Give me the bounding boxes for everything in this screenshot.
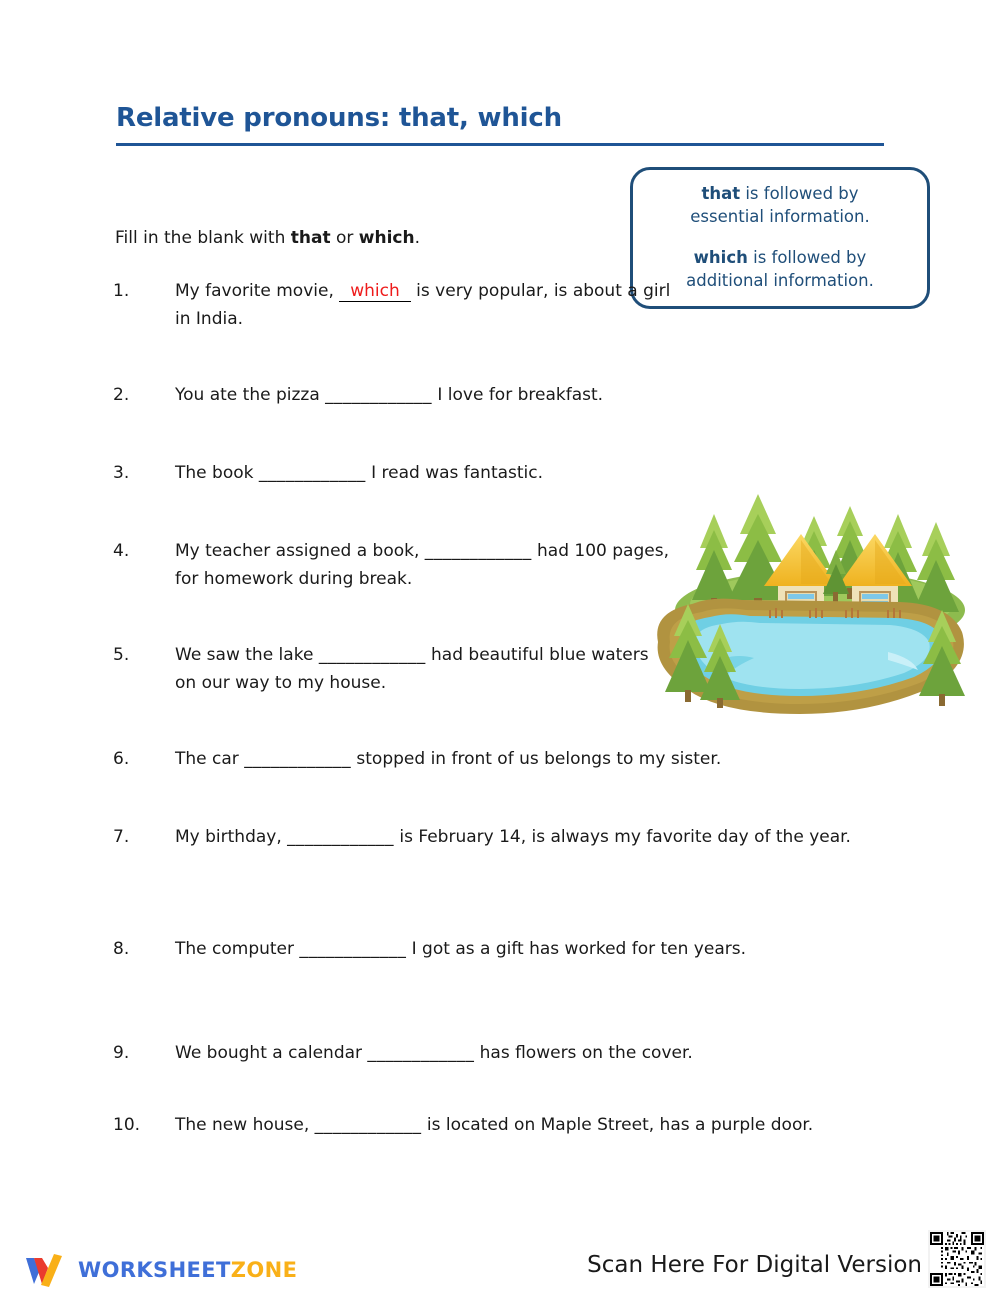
page-title: Relative pronouns: that, which: [116, 103, 562, 133]
question-number: 4.: [113, 541, 130, 561]
question-text-after: is February 14, is always my favorite day of the year.: [393, 827, 851, 847]
answer-blank[interactable]: ____________: [244, 749, 351, 769]
logo-text-worksheet: WORKSHEET: [78, 1258, 231, 1282]
question-number: 7.: [113, 827, 130, 847]
question-text-before: The new house,: [175, 1115, 315, 1135]
question-text: [175, 746, 913, 774]
question-number: 10.: [113, 1115, 141, 1135]
question-row: [113, 746, 913, 774]
worksheet-zone-logo-mark: [22, 1250, 68, 1290]
instruction-middle: or: [330, 228, 359, 248]
answer-blank[interactable]: ____________: [318, 645, 426, 665]
question-text-before: My favorite movie,: [175, 281, 340, 301]
title-divider: [116, 143, 884, 146]
instruction-suffix: .: [414, 228, 421, 248]
question-text-before: The computer: [175, 939, 300, 959]
question-row: [113, 1112, 893, 1140]
answer-text: which: [350, 281, 400, 301]
question-text: [175, 382, 913, 410]
question-text: [175, 1112, 893, 1140]
lake-illustration: [650, 492, 972, 718]
question-text: [175, 278, 673, 333]
question-row: [113, 936, 913, 964]
question-number: 8.: [113, 939, 130, 959]
info-rule-that-text: is followed by: [740, 184, 859, 204]
info-rule-that: [680, 183, 879, 229]
question-text-after: I read was fantastic.: [365, 463, 544, 483]
qr-code[interactable]: [928, 1230, 986, 1288]
question-text-after: is very popular, is about a girl in India.: [175, 281, 671, 329]
question-text: [175, 460, 913, 488]
question-text-after: I love for breakfast.: [431, 385, 604, 405]
info-rule-which-text2: additional information.: [686, 270, 874, 290]
question-text-after: had beautiful blue waters on our way to my house.: [175, 645, 649, 693]
info-rule-that-text2: essential information.: [690, 207, 870, 227]
info-rule-which-text: is followed by: [747, 248, 867, 267]
question-row: [113, 824, 913, 852]
question-text-before: The book: [175, 463, 259, 483]
question-list: [113, 278, 913, 1178]
question-number: 5.: [113, 645, 130, 665]
question-number: 6.: [113, 749, 130, 769]
answer-blank[interactable]: ____________: [314, 1115, 422, 1135]
question-row: [113, 382, 913, 410]
answer-blank[interactable]: ____________: [287, 827, 394, 847]
question-text: [175, 642, 673, 697]
question-text-before: You ate the pizza: [175, 385, 326, 405]
question-text-before: We bought a calendar: [175, 1043, 368, 1063]
question-text: [175, 824, 913, 852]
worksheet-zone-logo[interactable]: [22, 1249, 297, 1291]
question-text-after: has flowers on the cover.: [474, 1043, 693, 1063]
question-row: [113, 1040, 913, 1068]
question-row: [113, 278, 673, 333]
question-text-after: had 100 pages, for homework during break.: [175, 541, 669, 589]
question-text-before: My teacher assigned a book,: [175, 541, 425, 561]
question-text: [175, 936, 913, 964]
info-keyword-that: that: [701, 184, 741, 204]
logo-text-zone: ZONE: [230, 1258, 298, 1282]
answer-blank[interactable]: ____________: [424, 541, 532, 561]
worksheet-zone-logo-text: [78, 1258, 297, 1282]
question-text-after: is located on Maple Street, has a purple door.: [421, 1115, 814, 1135]
question-text-after: I got as a gift has worked for ten years.: [406, 939, 746, 959]
question-text-after: stopped in front of us belongs to my sister.: [351, 749, 722, 769]
question-number: 1.: [113, 281, 130, 301]
question-row: [113, 460, 913, 488]
question-text: [175, 538, 673, 593]
info-keyword-which: which: [693, 248, 748, 267]
question-number: 9.: [113, 1043, 130, 1063]
question-number: 2.: [113, 385, 130, 405]
question-text-before: The car: [175, 749, 245, 769]
instruction-prefix: Fill in the blank with: [115, 228, 291, 248]
answer-blank[interactable]: ____________: [299, 939, 407, 959]
answer-blank[interactable]: ____________: [325, 385, 432, 405]
answer-blank[interactable]: ____________: [367, 1043, 475, 1063]
question-text: [175, 1040, 913, 1068]
question-number: 3.: [113, 463, 130, 483]
instruction-line: [115, 228, 420, 248]
question-row: [113, 642, 673, 697]
instruction-keyword-that: that: [290, 228, 331, 248]
instruction-keyword-which: which: [358, 228, 415, 248]
scan-here-label: Scan Here For Digital Version: [587, 1252, 922, 1278]
question-text-before: My birthday,: [175, 827, 288, 847]
answer-blank-filled[interactable]: [339, 281, 411, 302]
question-row: [113, 538, 673, 593]
answer-blank[interactable]: ____________: [258, 463, 366, 483]
question-text-before: We saw the lake: [175, 645, 319, 665]
